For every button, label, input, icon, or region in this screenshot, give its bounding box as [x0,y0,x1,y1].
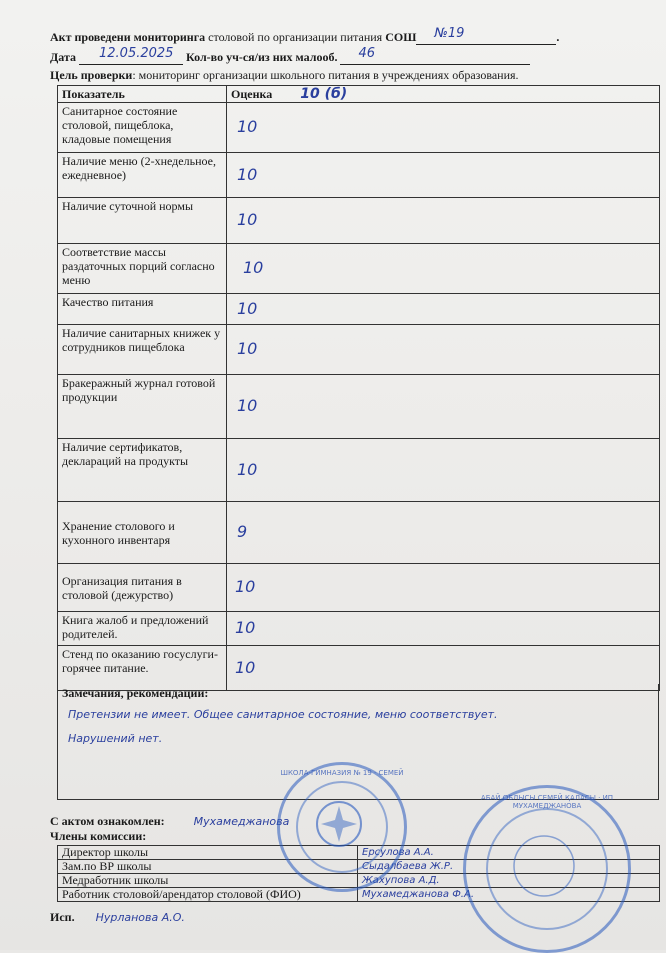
indicator-label: Наличие санитарных книжек у сотрудников пищеблока [58,325,227,375]
indicator-label: Организация питания в столовой (дежурство) [58,564,227,612]
count-label: Кол-во уч-ся/из них малооб. [186,50,338,64]
table-row [58,612,660,646]
purpose-line [50,68,519,83]
indicator-label: Наличие меню (2-хнедельное, ежедневное) [58,153,227,198]
school-seal-stamp [277,762,407,892]
indicator-score: 9 [237,522,248,541]
date-label: Дата [50,50,76,64]
school-number: №19 [434,26,465,41]
school-seal-text: ШКОЛА-ГИМНАЗИЯ № 19 · СЕМЕЙ [280,769,404,777]
act-title-rest: столовой по организации питания [205,30,386,44]
indicator-score: 10 [237,339,258,358]
monitoring-table [57,85,660,691]
remarks-line-2: Нарушений нет. [68,732,163,745]
table-row [58,502,660,564]
emblem-icon [277,762,401,886]
table-row [58,294,660,325]
indicator-score: 10 [237,459,258,479]
date-line [50,46,530,65]
commission-label: Члены комиссии: [50,829,147,843]
member-role: Директор школы [58,846,358,860]
table-row [58,198,660,244]
act-title-bold: Акт проведени мониторинга [50,30,206,44]
acknowledged-label: С актом ознакомлен: [50,814,165,828]
table-row [58,564,660,612]
count-value: 46 [358,46,376,61]
executor-label: Исп. [50,910,75,924]
organization-seal-text: АБАЙ ОБЛЫСЫ СЕМЕЙ ҚАЛАСЫ · ИП МУХАМЕДЖАНОВА [480,794,614,810]
table-header-row [58,86,660,103]
column-header-indicator: Показатель [58,86,227,103]
indicator-label: Книга жалоб и предложений родителей. [58,612,227,646]
table-row [58,439,660,502]
indicator-label: Санитарное состояние столовой, пищеблока, кладовые помещения [58,103,227,153]
indicator-score: 10 [237,298,258,318]
date-value: 12.05.2025 [99,46,174,61]
table-row [58,375,660,439]
member-signature: Мухамеджанова Ф.А. [358,888,660,902]
school-label: СОШ [385,30,417,44]
indicator-label: Наличие сертификатов, деклараций на продукты [58,439,227,502]
acknowledged-signature: Мухамеджанова [193,815,290,828]
school-field [416,26,556,45]
indicator-score: 10 [235,657,256,677]
remarks-line-1: Претензии не имеет. Общее санитарное состояние, меню соответствует. [68,708,498,721]
indicator-score: 10 [237,210,258,229]
member-role: Работник столовой/арендатор столовой (ФИО) [58,888,358,902]
table-row [58,325,660,375]
purpose-label: Цель проверки [50,68,133,82]
executor-line [50,910,185,925]
indicator-score: 10 [235,577,256,596]
indicator-label: Соответствие массы раздаточных порций согласно меню [58,244,227,294]
indicator-label: Бракеражный журнал готовой продукции [58,375,227,439]
purpose-text: : мониторинг организации школьного питания в учреждениях образования. [132,68,519,82]
indicator-label: Качество питания [58,294,227,325]
table-row [58,103,660,153]
column-header-score [227,86,660,103]
organization-seal-stamp [463,785,631,953]
column-header-score-label: Оценка [231,87,273,101]
act-title-line: Акт проведени мониторинга столовой по организации питания СОШ №19 . [50,26,560,44]
table-row [58,244,660,294]
seal-center-icon [463,785,625,947]
table-row [58,153,660,198]
member-role: Зам.по ВР школы [58,860,358,874]
indicator-score: 10 [237,164,258,184]
total-score: 10 (б) [300,86,348,102]
acknowledged-line [50,814,289,829]
indicator-label: Хранение столового и кухонного инвентаря [58,502,227,564]
indicator-score: 10 [237,396,258,415]
member-signature: Сыдалбаева Ж.Р. [358,860,660,874]
indicator-label: Стенд по оказанию госуслуги-горячее питание. [58,646,227,691]
member-signature: Жахупова А.Д. [358,874,660,888]
executor-signature: Нурланова А.О. [95,911,185,924]
member-role: Медработник школы [58,874,358,888]
count-field [340,46,530,65]
indicator-label: Наличие суточной нормы [58,198,227,244]
indicator-score: 10 [237,117,258,136]
remarks-label: Замечания, рекомендации: [62,686,209,700]
date-field [79,46,183,65]
member-signature: Ерсулова А.А. [358,846,660,860]
indicator-score: 10 [243,258,264,277]
indicator-score: 10 [235,618,256,637]
